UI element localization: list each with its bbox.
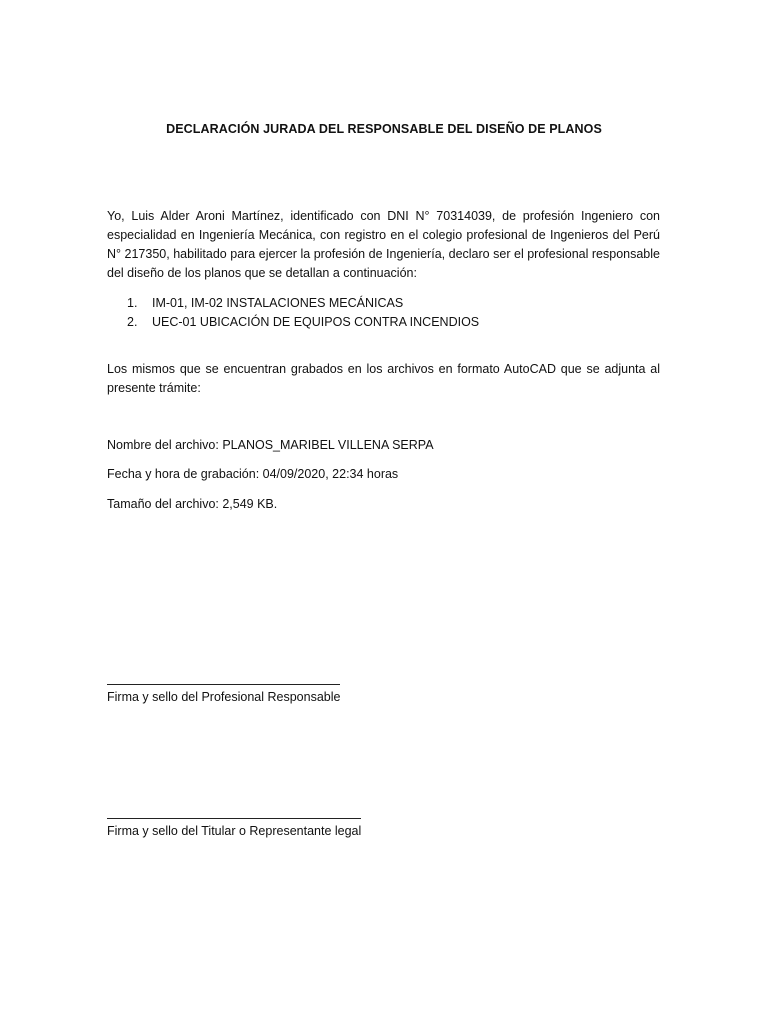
file-date-line: Fecha y hora de grabación: 04/09/2020, 22:34 horas [107, 467, 399, 481]
list-item [127, 313, 647, 332]
list-item-number: 1. [127, 296, 138, 310]
list-item [127, 294, 647, 313]
signature-line-professional [107, 684, 340, 685]
list-item-text: UEC-01 UBICACIÓN DE EQUIPOS CONTRA INCENDIOS [152, 315, 480, 329]
file-name-line: Nombre del archivo: PLANOS_MARIBEL VILLENA SERPA [107, 438, 434, 452]
list-item-number: 2. [127, 315, 138, 329]
document-title: DECLARACIÓN JURADA DEL RESPONSABLE DEL DISEÑO DE PLANOS [166, 122, 602, 136]
signature-label-holder: Firma y sello del Titular o Representante legal [107, 824, 362, 838]
intro-paragraph: Yo, Luis Alder Aroni Martínez, identificado con DNI N° 70314039, de profesión Ingeniero con especialidad en Ingeniería Mecánica, con registro en el colegio profesional de Ingenieros del Perú N° 217350, habilitado para ejercer la profesión de Ingeniería, declaro ser el profesional responsable del diseño de los planos que se detallan a continuación: [107, 209, 660, 280]
signature-line-holder [107, 818, 361, 819]
plans-list [127, 294, 647, 332]
file-size-line: Tamaño del archivo: 2,549 KB. [107, 497, 278, 511]
files-statement: Los mismos que se encuentran grabados en los archivos en formato AutoCAD que se adjunta al presente trámite: [107, 362, 660, 395]
signature-label-professional: Firma y sello del Profesional Responsable [107, 690, 341, 704]
list-item-text: IM-01, IM-02 INSTALACIONES MECÁNICAS [152, 296, 404, 310]
